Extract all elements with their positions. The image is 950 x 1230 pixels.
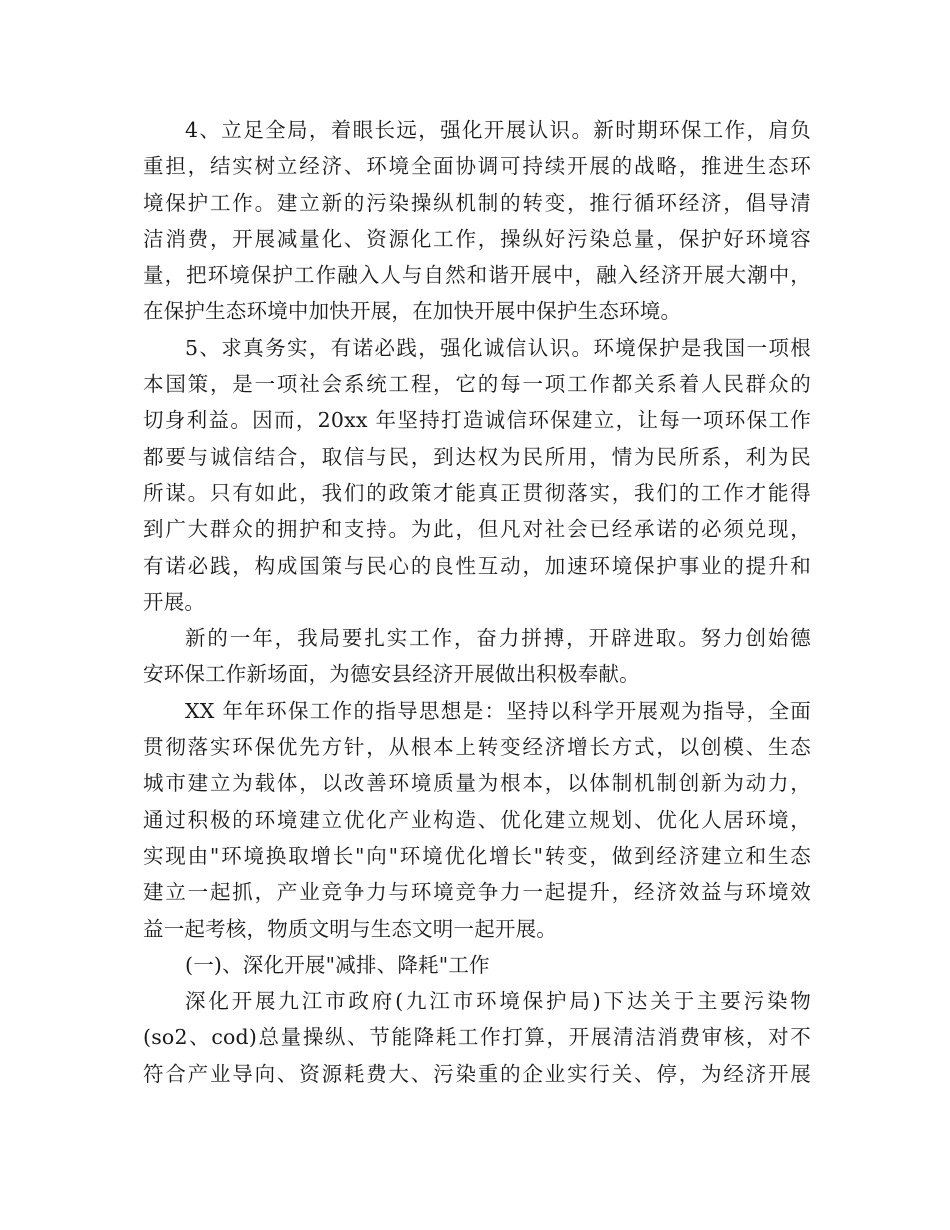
paragraph-item-5 <box>143 330 811 620</box>
text-line: 在保护生态环境中加快开展，在加快开展中保护生态环境。 <box>143 299 682 324</box>
text-line: 建立一起抓，产业竞争力与环境竞争力一起提升，经济效益与环境效 <box>143 880 811 905</box>
text-line: 重担，结实树立经济、环境全面协调可持续开展的战略，推进生态环 <box>143 154 811 179</box>
text-line: 开展。 <box>143 589 206 614</box>
text-line: 量，把环境保护工作融入人与自然和谐开展中，融入经济开展大潮中， <box>143 263 811 288</box>
text-line: 实现由"环境换取增长"向"环境优化增长"转变，做到经济建立和生态 <box>143 843 811 868</box>
text-line: 有诺必践，构成国策与民心的良性互动，加速环境保护事业的提升和 <box>143 553 811 578</box>
text-line: 4、立足全局，着眼长远，强化开展认识。新时期环保工作，肩负 <box>185 118 811 142</box>
text-line: (so2、cod)总量操纵、节能降耗工作打算，开展清洁消费审核，对不 <box>143 1025 811 1050</box>
text-line: 贯彻落实环保优先方针，从根本上转变经济增长方式，以创模、生态 <box>143 735 811 760</box>
text-line: 城市建立为载体，以改善环境质量为根本，以体制机制创新为动力， <box>143 771 811 796</box>
text-line: 到广大群众的拥护和支持。为此，但凡对社会已经承诺的必须兑现， <box>143 517 811 542</box>
document-page <box>143 112 811 1092</box>
text-line: 通过积极的环境建立优化产业构造、优化建立规划、优化人居环境， <box>143 807 811 832</box>
text-line: 深化开展九江市政府(九江市环境保护局)下达关于主要污染物 <box>185 989 811 1014</box>
section-heading <box>143 947 811 983</box>
text-line: 切身利益。因而，20xx 年坚持打造诚信环保建立，让每一项环保工作 <box>143 408 811 433</box>
text-line: 新的一年，我局要扎实工作，奋力拼搏，开辟进取。努力创始德 <box>185 626 811 651</box>
text-line: 符合产业导向、资源耗费大、污染重的企业实行关、停，为经济开展 <box>143 1061 811 1086</box>
text-line: 益一起考核，物质文明与生态文明一起开展。 <box>143 916 557 941</box>
paragraph-new-year <box>143 620 811 693</box>
paragraph-item-4 <box>143 112 811 330</box>
paragraph-guiding-thought <box>143 693 811 947</box>
text-line: 所谋。只有如此，我们的政策才能真正贯彻落实，我们的工作才能得 <box>143 480 811 505</box>
text-line: 洁消费，开展减量化、资源化工作，操纵好污染总量，保护好环境容 <box>143 226 811 251</box>
text-line: XX 年年环保工作的指导思想是：坚持以科学开展观为指导，全面 <box>185 698 811 723</box>
text-line: 境保护工作。建立新的污染操纵机制的转变，推行循环经济，倡导清 <box>143 190 811 215</box>
paragraph-section-1-body <box>143 983 811 1092</box>
text-line: 都要与诚信结合，取信与民，到达权为民所用，情为民所系，利为民 <box>143 444 811 469</box>
text-line: 5、求真务实，有诺必践，强化诚信认识。环境保护是我国一项根 <box>185 335 811 360</box>
text-line: 安环保工作新场面，为德安县经济开展做出积极奉献。 <box>143 662 640 687</box>
text-line: 本国策，是一项社会系统工程，它的每一项工作都关系着人民群众的 <box>143 372 811 397</box>
section-heading-text: (一)、深化开展"减排、降耗"工作 <box>185 952 490 977</box>
